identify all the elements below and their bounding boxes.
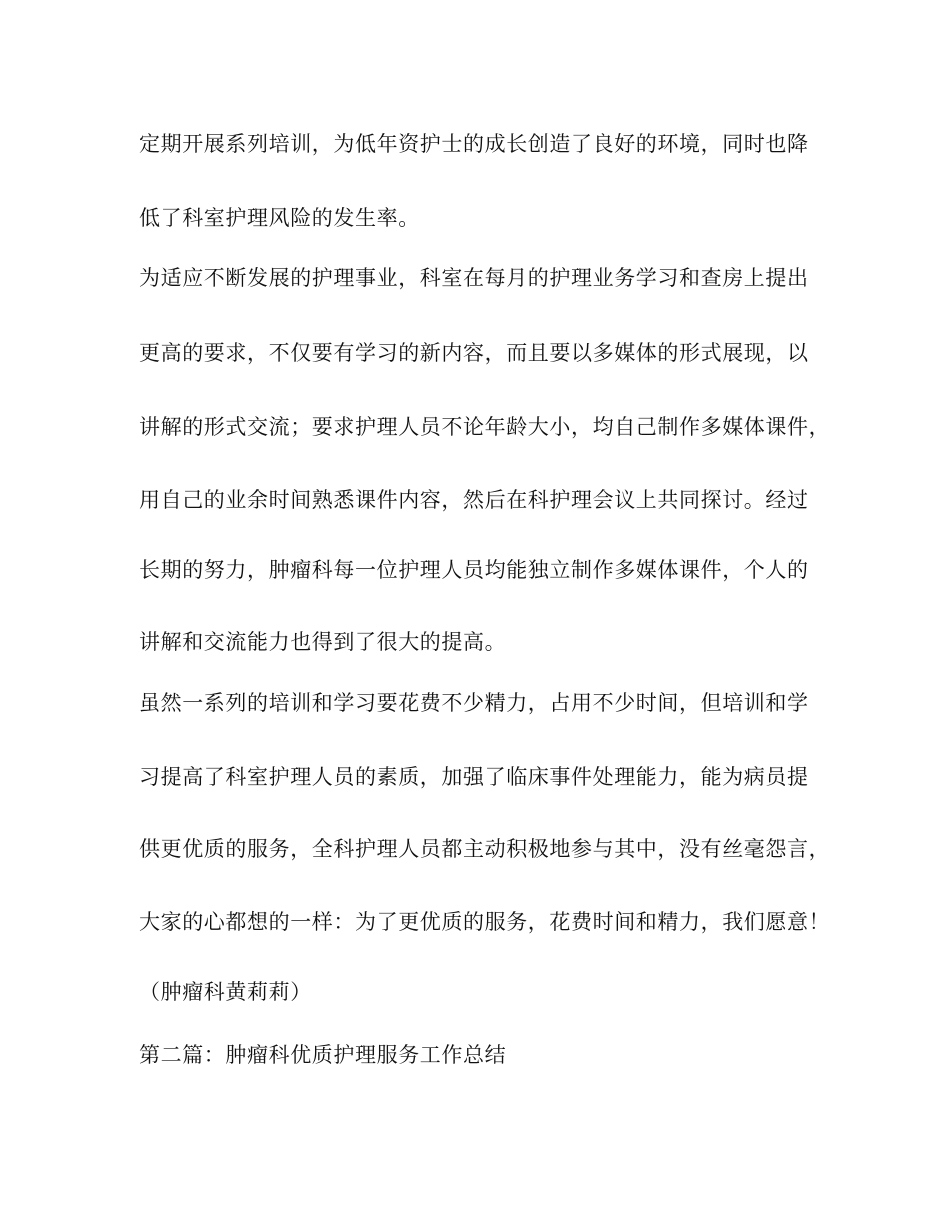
signature-line: （肿瘤科黄莉莉） (139, 980, 312, 1004)
paragraph-line: 虽然一系列的培训和学习要花费不少精力，占用不少时间，但培训和学 (139, 691, 809, 715)
paragraph-line: 讲解的形式交流；要求护理人员不论年龄大小，均自己制作多媒体课件， (139, 415, 831, 439)
paragraph-line: 大家的心都想的一样：为了更优质的服务，花费时间和精力，我们愿意！ (139, 910, 831, 934)
paragraph-line: 讲解和交流能力也得到了很大的提高。 (139, 630, 507, 654)
paragraph-line: 长期的努力，肿瘤科每一位护理人员均能独立制作多媒体课件，个人的 (139, 558, 809, 582)
section-heading: 第二篇：肿瘤科优质护理服务工作总结 (139, 1043, 507, 1067)
paragraph-line: 定期开展系列培训，为低年资护士的成长创造了良好的环境，同时也降 (139, 132, 809, 156)
paragraph-line: 低了科室护理风险的发生率。 (139, 206, 420, 230)
paragraph-line: 更高的要求，不仅要有学习的新内容，而且要以多媒体的形式展现，以 (139, 341, 809, 365)
paragraph-line: 供更优质的服务，全科护理人员都主动积极地参与其中，没有丝毫怨言， (139, 837, 831, 861)
paragraph-line: 用自己的业余时间熟悉课件内容，然后在科护理会议上共同探讨。经过 (139, 488, 809, 512)
paragraph-line: 为适应不断发展的护理事业，科室在每月的护理业务学习和查房上提出 (139, 266, 809, 290)
paragraph-line: 习提高了科室护理人员的素质，加强了临床事件处理能力，能为病员提 (139, 765, 809, 789)
